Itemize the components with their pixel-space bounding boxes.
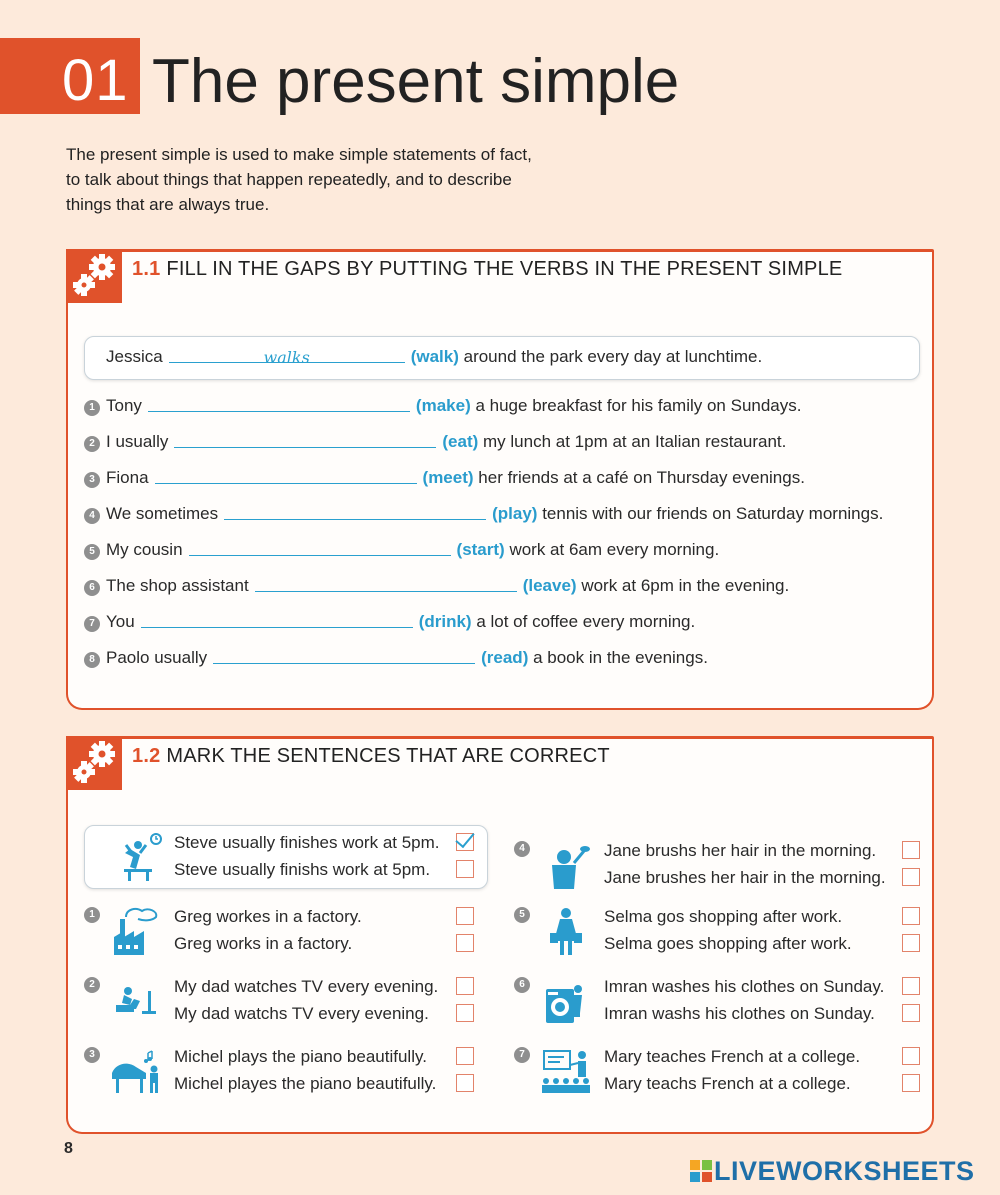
classroom-icon xyxy=(538,1045,594,1097)
example-answer-input[interactable] xyxy=(169,349,405,367)
answer-gap xyxy=(169,345,405,363)
gap-item-1: 1 Tony (make) a huge breakfast for his family on Sundays. xyxy=(84,393,801,419)
checkbox-1a[interactable] xyxy=(456,907,474,925)
checkbox-5a[interactable] xyxy=(902,907,920,925)
mark-item-7-b: Mary teachs French at a college. xyxy=(604,1074,851,1093)
mark-item-5: 5 Selma gos shopping after work. Selma goes shopping after work. xyxy=(514,903,914,963)
gap-item-6: 6 The shop assistant (leave) work at 6pm in the evening. xyxy=(84,573,789,599)
gap-item-4: 4 We sometimes (play) tennis with our friends on Saturday mornings. xyxy=(84,501,883,527)
gap-input-3[interactable] xyxy=(155,470,417,488)
mark-item-1-b: Greg works in a factory. xyxy=(174,934,353,953)
example-sentence-a: Steve usually finishes work at 5pm. xyxy=(174,833,440,852)
mark-item-3: 3 Michel plays the piano beautifully. Michel playes the piano beautifully. xyxy=(84,1043,484,1103)
gear-icon xyxy=(66,249,122,303)
chapter-number: 01 xyxy=(62,48,129,113)
liveworksheets-logo-icon xyxy=(690,1160,712,1182)
gap-input-4[interactable] xyxy=(224,506,486,524)
piano-icon xyxy=(108,1045,164,1097)
mark-item-6: 6 Imran washes his clothes on Sunday. Imran washs his clothes on Sunday. xyxy=(514,973,914,1033)
gap-item-8: 8 Paolo usually (read) a book in the evenings. xyxy=(84,645,708,671)
checkbox-5b[interactable] xyxy=(902,934,920,952)
mark-item-1-a: Greg workes in a factory. xyxy=(174,907,362,926)
checkbox-4b[interactable] xyxy=(902,868,920,886)
mark-item-3-b: Michel playes the piano beautifully. xyxy=(174,1074,437,1093)
mark-item-4-a: Jane brushs her hair in the morning. xyxy=(604,841,877,860)
checkbox-7b[interactable] xyxy=(902,1074,920,1092)
gap-item-2: 2 I usually (eat) my lunch at 1pm at an Italian restaurant. xyxy=(84,429,786,455)
checkbox-2a[interactable] xyxy=(456,977,474,995)
gear-icon xyxy=(66,736,122,790)
example-sentence: Jessicawalks (walk) around the park every day at lunchtime. xyxy=(106,344,762,370)
factory-icon xyxy=(108,905,164,957)
checkbox-6a[interactable] xyxy=(902,977,920,995)
mark-item-6-a: Imran washes his clothes on Sunday. xyxy=(604,977,885,996)
gap-item-5: 5 My cousin (start) work at 6am every morning. xyxy=(84,537,719,563)
gap-input-5[interactable] xyxy=(189,542,451,560)
gap-input-1[interactable] xyxy=(148,398,410,416)
example-sentence-b: Steve usually finishs work at 5pm. xyxy=(174,860,431,879)
checkbox-3a[interactable] xyxy=(456,1047,474,1065)
gap-item-7: 7 You (drink) a lot of coffee every morning. xyxy=(84,609,695,635)
washing-machine-icon xyxy=(538,975,594,1027)
checkbox-7a[interactable] xyxy=(902,1047,920,1065)
section-title-1-2: 1.2 MARK THE SENTENCES THAT ARE CORRECT xyxy=(132,745,610,767)
exercise-panel-1-2 xyxy=(66,736,934,1134)
page-number: 8 xyxy=(64,1140,73,1157)
checkbox-1b[interactable] xyxy=(456,934,474,952)
gap-input-2[interactable] xyxy=(174,434,436,452)
example-checkbox-a[interactable] xyxy=(456,833,474,851)
mark-item-4: 4 Jane brushs her hair in the morning. Jane brushes her hair in the morning. xyxy=(514,837,914,897)
exercise-panel-1-1 xyxy=(66,249,934,710)
mark-item-2-b: My dad watchs TV every evening. xyxy=(174,1004,429,1023)
mark-item-1: 1 Greg workes in a factory. Greg works in a factory. xyxy=(84,903,484,963)
mark-item-4-b: Jane brushes her hair in the morning. xyxy=(604,868,886,887)
hair-brushing-icon xyxy=(538,839,594,891)
checkbox-6b[interactable] xyxy=(902,1004,920,1022)
intro-text: The present simple is used to make simple statements of fact, to talk about things that happen repeatedly, and to describe things that are always true. xyxy=(66,145,532,214)
gap-input-7[interactable] xyxy=(141,614,413,632)
mark-item-3-a: Michel plays the piano beautifully. xyxy=(174,1047,427,1066)
checkbox-2b[interactable] xyxy=(456,1004,474,1022)
brand-watermark: LIVEWORKSHEETS xyxy=(690,1155,975,1187)
mark-item-2: 2 My dad watches TV every evening. My dad watchs TV every evening. xyxy=(84,973,484,1033)
gap-item-3: 3 Fiona (meet) her friends at a café on Thursday evenings. xyxy=(84,465,805,491)
example-item xyxy=(84,829,484,889)
gap-input-8[interactable] xyxy=(213,650,475,668)
mark-item-7-a: Mary teaches French at a college. xyxy=(604,1047,861,1066)
mark-item-7: 7 Mary teaches French at a college. Mary teachs French at a college. xyxy=(514,1043,914,1103)
tv-watching-icon xyxy=(108,975,164,1027)
checkbox-4a[interactable] xyxy=(902,841,920,859)
checkbox-3b[interactable] xyxy=(456,1074,474,1092)
example-checkbox-b[interactable] xyxy=(456,860,474,878)
mark-item-5-b: Selma goes shopping after work. xyxy=(604,934,852,953)
mark-item-6-b: Imran washs his clothes on Sunday. xyxy=(604,1004,875,1023)
page-title: The present simple xyxy=(152,47,680,116)
mark-item-2-a: My dad watches TV every evening. xyxy=(174,977,439,996)
shopping-icon xyxy=(538,905,594,957)
office-worker-icon xyxy=(108,831,164,883)
section-title-1-1: 1.1 FILL IN THE GAPS BY PUTTING THE VERBS IN THE PRESENT SIMPLE xyxy=(132,258,843,280)
mark-item-5-a: Selma gos shopping after work. xyxy=(604,907,843,926)
gap-input-6[interactable] xyxy=(255,578,517,596)
